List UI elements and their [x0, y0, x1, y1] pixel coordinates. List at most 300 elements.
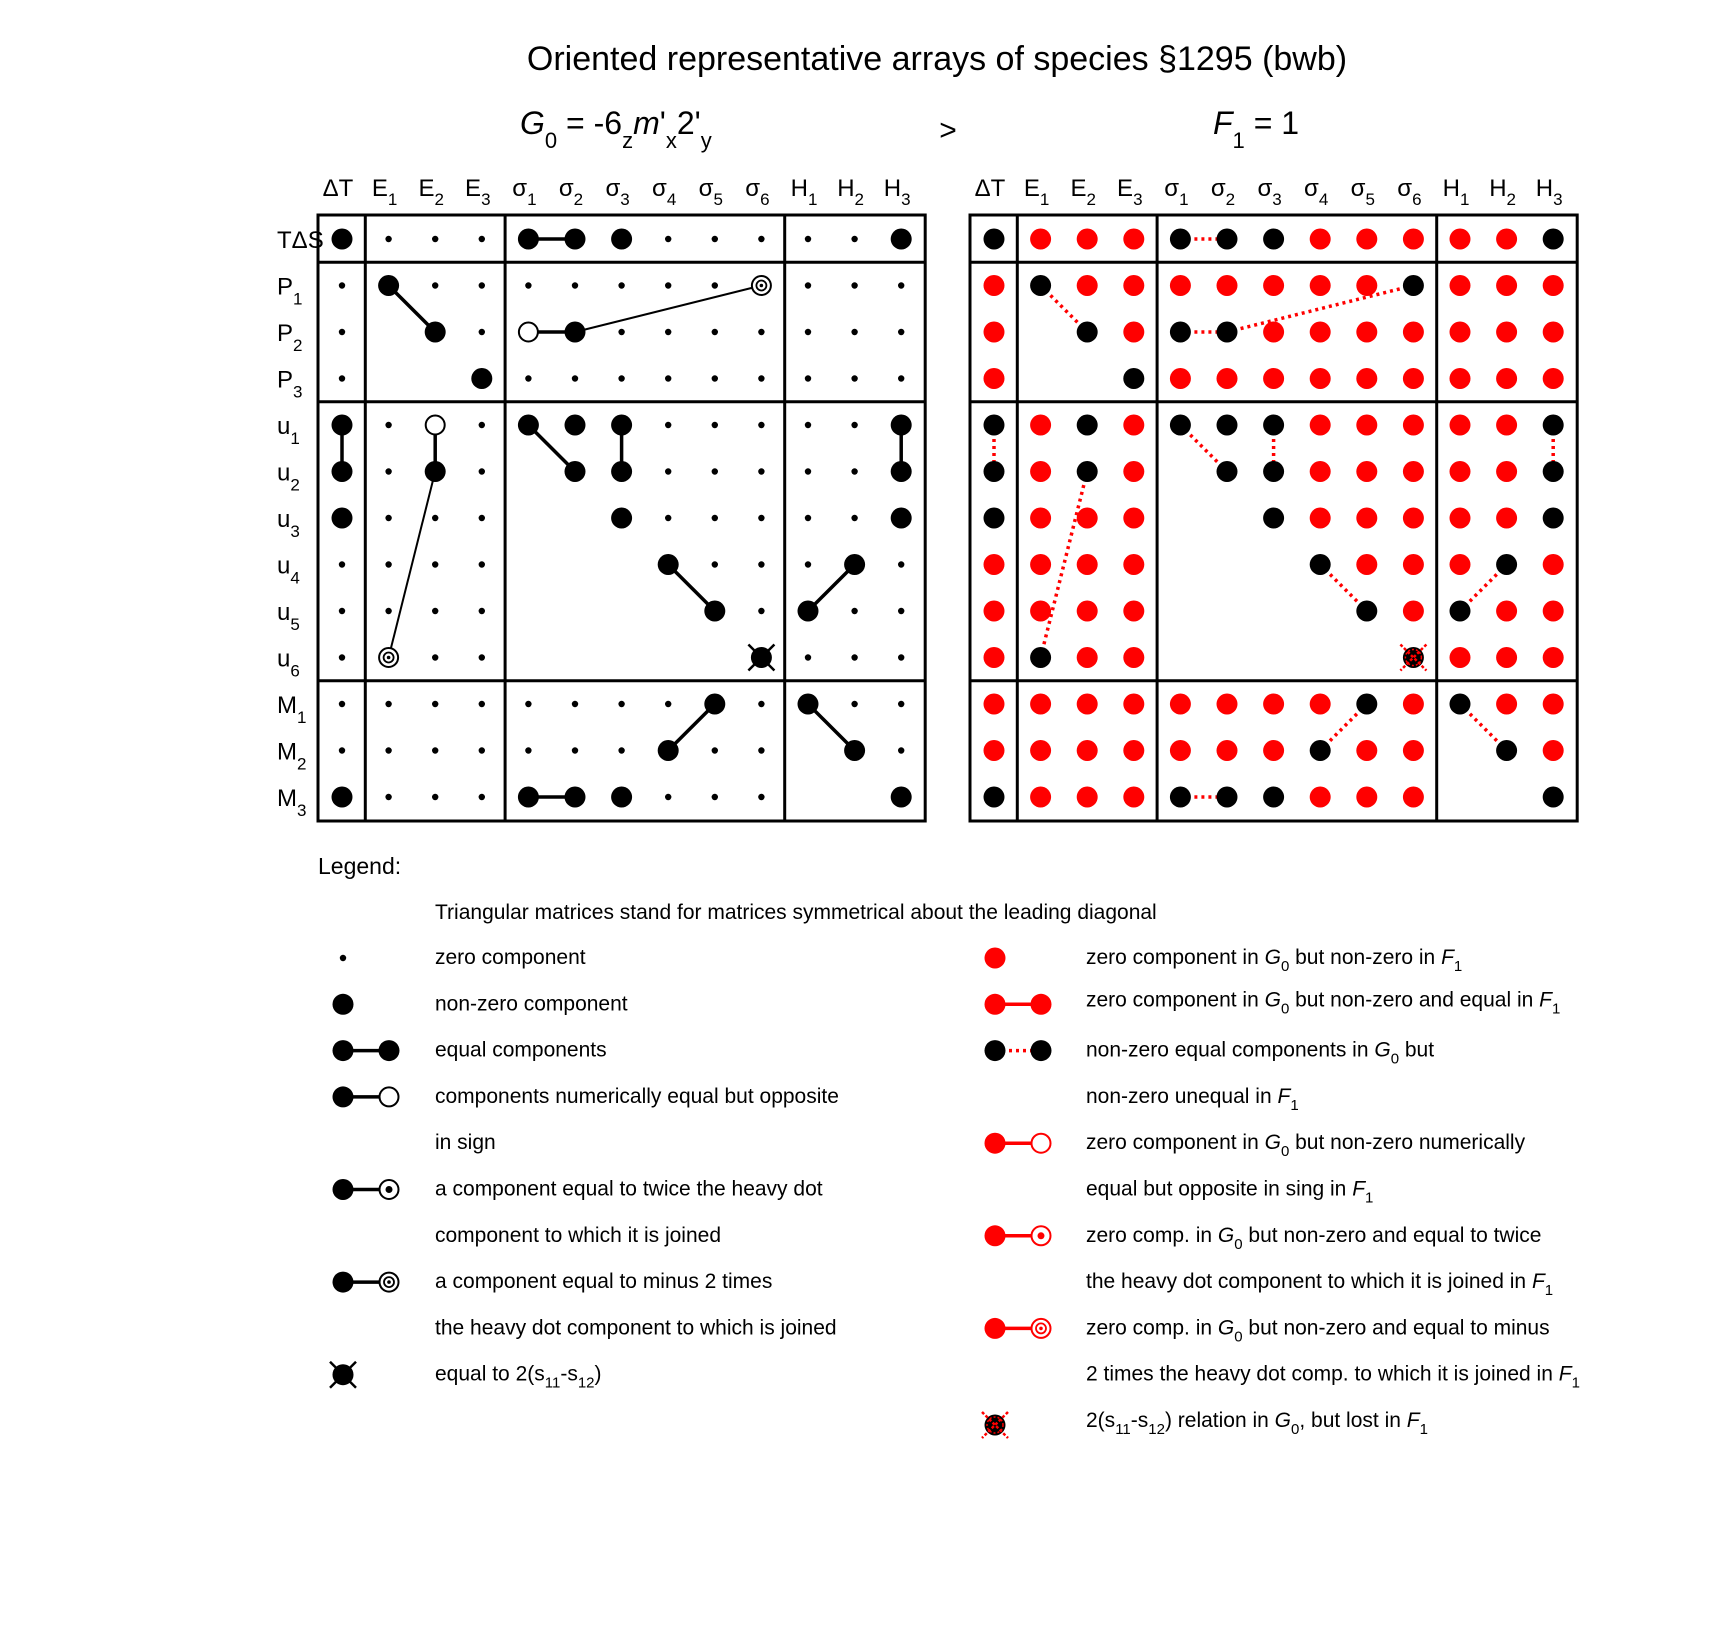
right-matrix-cell-6-9-red [1403, 508, 1424, 529]
row-header-9: $u_6$ [277, 645, 300, 681]
left-matrix-cell-2-0-zero [339, 329, 345, 335]
left-matrix-cell-3-6-zero [618, 375, 624, 381]
left-matrix-cell-2-4-opposite [519, 323, 538, 342]
left-matrix-cell-5-1-zero [385, 468, 391, 474]
legend-symbol-minus2-pair [333, 1272, 399, 1293]
left-matrix-cell-0-5-nonzero [565, 229, 586, 250]
right-matrix-col-header-10: $H_1$ [1442, 175, 1470, 209]
left-matrix-cell-3-11-zero [851, 375, 857, 381]
left-matrix-cell-9-12-zero [898, 654, 904, 660]
right-matrix-cell-8-10-nonzero [1450, 601, 1471, 622]
right-matrix-cell-11-3-red [1123, 740, 1144, 761]
legend-text-dotted-pair-1: non-zero unequal in $F_1$ [1086, 1084, 1299, 1114]
legend-nonzero [333, 1086, 354, 1107]
right-matrix-cell-0-0-nonzero [984, 229, 1005, 250]
left-matrix-cell-1-10-zero [805, 282, 811, 288]
left-matrix-cell-3-10-zero [805, 375, 811, 381]
left-matrix-cell-3-7-zero [665, 375, 671, 381]
right-matrix-cell-4-10-red [1450, 415, 1471, 436]
right-matrix-cell-0-5-nonzero [1217, 229, 1238, 250]
left-matrix-col-header-3: $E_3$ [465, 175, 491, 209]
left-matrix-cell-11-4-zero [525, 747, 531, 753]
right-matrix-cell-7-3-red [1123, 554, 1144, 575]
left-matrix-cell-0-6-nonzero [611, 229, 632, 250]
right-matrix-cell-4-0-nonzero [984, 415, 1005, 436]
left-matrix-cell-3-3-nonzero [471, 368, 492, 389]
right-matrix-cell-4-9-red [1403, 415, 1424, 436]
left-matrix-col-header-9: $\sigma_6$ [745, 175, 770, 209]
right-matrix-col-header-4: $\sigma_1$ [1164, 175, 1189, 209]
right-matrix-cell-9-2-red [1077, 647, 1098, 668]
legend-text-red-twice-1: the heavy dot component to which it is joined in $F_1$ [1086, 1270, 1554, 1300]
left-matrix-cell-0-4-nonzero [518, 229, 539, 250]
legend-text-twice-pair-0: a component equal to twice the heavy dot [435, 1177, 823, 1201]
right-matrix-cell-10-4-red [1170, 694, 1191, 715]
left-matrix-cell-10-11-zero [851, 701, 857, 707]
right-matrix-cell-3-3-nonzero [1123, 368, 1144, 389]
right-matrix [970, 175, 1577, 821]
right-matrix-cell-10-3-red [1123, 694, 1144, 715]
right-matrix-col-header-7: $\sigma_4$ [1304, 175, 1329, 209]
left-matrix-cell-6-10-zero [805, 515, 811, 521]
right-matrix-cell-1-0-red [984, 275, 1005, 296]
left-matrix-cell-6-11-zero [851, 515, 857, 521]
left-matrix-cell-12-3-zero [479, 794, 485, 800]
left-matrix-cell-3-9-zero [758, 375, 764, 381]
legend-symbol-cross-dot [330, 1362, 356, 1388]
legend-nonzero [333, 1179, 354, 1200]
right-matrix-cell-12-5-nonzero [1217, 787, 1238, 808]
right-matrix-cell-4-1-red [1030, 415, 1051, 436]
right-matrix-cell-7-11-nonzero [1496, 554, 1517, 575]
left-matrix-cell-8-10-nonzero [798, 601, 819, 622]
row-header-10: $M_1$ [277, 692, 307, 727]
right-matrix-cell-4-3-red [1123, 415, 1144, 436]
left-matrix-cell-4-0-nonzero [332, 415, 353, 436]
legend-zero [340, 955, 346, 961]
left-matrix-cell-7-9-zero [758, 561, 764, 567]
legend-symbol-red-pair [985, 994, 1052, 1015]
right-matrix-cell-12-6-nonzero [1263, 787, 1284, 808]
left-matrix-cell-5-12-nonzero [891, 461, 912, 482]
row-header-0: TΔS [277, 227, 324, 254]
left-matrix-cell-2-10-zero [805, 329, 811, 335]
right-matrix-cell-12-2-red [1077, 787, 1098, 808]
svg-text:F1 = 1: $F_1 = 1$ [1213, 105, 1300, 153]
left-matrix-cell-8-1-zero [385, 608, 391, 614]
left-matrix-cell-6-2-zero [432, 515, 438, 521]
left-matrix-cell-11-1-zero [385, 747, 391, 753]
left-matrix-cell-1-3-zero [479, 282, 485, 288]
right-matrix-cell-11-8-red [1356, 740, 1377, 761]
left-matrix-cell-5-8-zero [712, 468, 718, 474]
row-header-6: $u_3$ [277, 506, 300, 541]
right-matrix-cell-0-11-red [1496, 229, 1517, 250]
right-matrix-cell-4-2-nonzero [1077, 415, 1098, 436]
left-matrix-cell-3-8-zero [712, 375, 718, 381]
left-matrix-cell-5-6-nonzero [611, 461, 632, 482]
legend-opposite [380, 1087, 399, 1106]
row-header-2: $P_2$ [277, 320, 303, 355]
legend-red [985, 994, 1006, 1015]
right-matrix-col-header-5: $\sigma_2$ [1210, 175, 1236, 209]
right-matrix-cell-11-12-red [1543, 740, 1564, 761]
right-matrix-cell-5-12-nonzero [1543, 461, 1564, 482]
left-matrix-cell-11-0-zero [339, 747, 345, 753]
right-matrix-cell-6-11-red [1496, 508, 1517, 529]
left-matrix-cell-1-0-zero [339, 282, 345, 288]
left-matrix-cell-1-4-zero [525, 282, 531, 288]
left-matrix-cell-10-5-zero [572, 701, 578, 707]
right-matrix-cell-4-5-nonzero [1217, 415, 1238, 436]
left-matrix-col-header-1: $E_1$ [371, 175, 398, 209]
right-matrix-col-header-2: $E_2$ [1070, 175, 1096, 209]
right-matrix-cell-12-7-red [1310, 787, 1331, 808]
right-matrix-cell-5-1-red [1030, 461, 1051, 482]
left-matrix-cell-0-2-zero [432, 236, 438, 242]
right-matrix-cell-6-2-red [1077, 508, 1098, 529]
right-matrix-cell-7-0-red [984, 554, 1005, 575]
right-matrix-cell-11-9-red [1403, 740, 1424, 761]
left-matrix-cell-2-11-zero [851, 329, 857, 335]
left-matrix-col-header-5: $\sigma_2$ [558, 175, 584, 209]
left-matrix-col-header-4: $\sigma_1$ [512, 175, 537, 209]
left-matrix-cell-12-0-nonzero [332, 787, 353, 808]
right-matrix-cell-10-9-red [1403, 694, 1424, 715]
legend-symbol-red-minus2 [985, 1318, 1051, 1339]
right-matrix-cell-12-1-red [1030, 787, 1051, 808]
right-matrix-cell-5-8-red [1356, 461, 1377, 482]
legend-text-red-opposite-1: equal but opposite in sing in $F_1$ [1086, 1177, 1374, 1207]
right-matrix-cell-2-5-nonzero [1217, 322, 1238, 343]
left-matrix-cell-0-7-zero [665, 236, 671, 242]
legend-nonzero [333, 1040, 354, 1061]
left-matrix-cell-8-0-zero [339, 608, 345, 614]
left-matrix-cell-0-11-zero [851, 236, 857, 242]
right-matrix-cell-1-10-red [1450, 275, 1471, 296]
right-matrix-cell-8-0-red [984, 601, 1005, 622]
legend-lost-cross [982, 1412, 1008, 1438]
right-matrix-cell-6-12-nonzero [1543, 508, 1564, 529]
right-matrix-cell-6-7-red [1310, 508, 1331, 529]
svg-text:G0 = -6zm'x2'y: $G_0 = -6_zm'_x2'_y$ [520, 105, 712, 153]
right-matrix-cell-2-11-red [1496, 322, 1517, 343]
left-matrix-cell-9-10-zero [805, 654, 811, 660]
legend-left-column [330, 946, 839, 1392]
right-matrix-col-header-0: ΔT [974, 175, 1006, 202]
left-matrix-col-header-12: $H_3$ [883, 175, 911, 209]
left-matrix-cell-8-8-nonzero [704, 601, 725, 622]
legend-text-opposite-pair-0: components numerically equal but opposite [435, 1084, 839, 1108]
left-matrix-cell-6-9-zero [758, 515, 764, 521]
diagram-title: Oriented representative arrays of species §1295 (bwb) [526, 40, 1348, 78]
left-matrix-cell-12-9-zero [758, 794, 764, 800]
left-matrix-cell-12-6-nonzero [611, 787, 632, 808]
left-matrix-cell-0-0-nonzero [332, 229, 353, 250]
left-matrix-cell-4-1-zero [385, 422, 391, 428]
left-matrix-cell-5-3-zero [479, 468, 485, 474]
left-matrix-cell-2-3-zero [479, 329, 485, 335]
row-header-1: $P_1$ [277, 273, 303, 309]
right-matrix-cell-1-2-red [1077, 275, 1098, 296]
left-matrix-cell-12-5-nonzero [565, 787, 586, 808]
comparator-sign: > [939, 114, 957, 147]
right-matrix-cell-4-4-nonzero [1170, 415, 1191, 436]
left-matrix-cell-11-7-nonzero [658, 740, 679, 761]
left-matrix-col-header-0: ΔT [322, 175, 354, 202]
left-matrix-cell-4-9-zero [758, 422, 764, 428]
right-matrix-cell-2-9-red [1403, 322, 1424, 343]
right-matrix-cell-1-4-red [1170, 275, 1191, 296]
right-matrix-cell-8-8-nonzero [1356, 601, 1377, 622]
right-matrix-cell-9-1-nonzero [1030, 647, 1051, 668]
left-matrix-cell-12-12-nonzero [891, 787, 912, 808]
left-matrix-cell-8-12-zero [898, 608, 904, 614]
left-matrix-cell-8-11-zero [851, 608, 857, 614]
right-matrix-cell-12-3-red [1123, 787, 1144, 808]
left-matrix-cell-10-4-zero [525, 701, 531, 707]
legend-right-column [982, 946, 1580, 1438]
right-matrix-cell-5-7-red [1310, 461, 1331, 482]
right-matrix-col-header-11: $H_2$ [1489, 175, 1517, 209]
right-matrix-cell-9-3-red [1123, 647, 1144, 668]
right-matrix-cell-3-9-red [1403, 368, 1424, 389]
left-matrix-cell-10-10-nonzero [798, 694, 819, 715]
right-matrix-cell-0-4-nonzero [1170, 229, 1191, 250]
right-matrix-col-header-6: $\sigma_3$ [1257, 175, 1282, 209]
right-matrix-col-header-9: $\sigma_6$ [1397, 175, 1422, 209]
legend-nonzero [333, 994, 354, 1015]
right-matrix-cell-5-5-nonzero [1217, 461, 1238, 482]
left-matrix [277, 175, 925, 821]
left-matrix-cell-7-1-zero [385, 561, 391, 567]
right-matrix-cell-9-11-red [1496, 647, 1517, 668]
right-matrix-cell-9-9-lost-cross [1400, 645, 1426, 671]
left-matrix-cell-7-3-zero [479, 561, 485, 567]
left-matrix-cell-5-0-nonzero [332, 461, 353, 482]
right-matrix-cell-2-0-red [984, 322, 1005, 343]
right-matrix-cell-10-5-red [1217, 694, 1238, 715]
left-matrix-link-3 [575, 286, 761, 333]
right-matrix-cell-0-7-red [1310, 229, 1331, 250]
right-matrix-cell-12-12-nonzero [1543, 787, 1564, 808]
left-matrix-col-header-2: $E_2$ [418, 175, 444, 209]
right-matrix-cell-10-8-nonzero [1356, 694, 1377, 715]
left-matrix-cell-10-0-zero [339, 701, 345, 707]
legend-text-cross: equal to $2(s_{11}-s_{12})$ [435, 1362, 602, 1392]
right-matrix-cell-2-12-red [1543, 322, 1564, 343]
left-matrix-cell-6-3-zero [479, 515, 485, 521]
right-matrix-cell-11-1-red [1030, 740, 1051, 761]
left-matrix-col-header-10: $H_1$ [790, 175, 818, 209]
left-matrix-cell-3-5-zero [572, 375, 578, 381]
left-matrix-cell-5-11-zero [851, 468, 857, 474]
legend-symbol-small-dot [340, 955, 346, 961]
right-matrix-cell-5-10-red [1450, 461, 1471, 482]
left-matrix-cell-8-2-zero [432, 608, 438, 614]
left-matrix-cell-10-7-zero [665, 701, 671, 707]
left-matrix-cell-6-6-nonzero [611, 508, 632, 529]
right-matrix-cell-8-1-red [1030, 601, 1051, 622]
left-matrix-cell-7-7-nonzero [658, 554, 679, 575]
legend-symbol-lost-cross [982, 1412, 1008, 1438]
right-matrix-cell-4-8-red [1356, 415, 1377, 436]
left-matrix-cell-6-1-zero [385, 515, 391, 521]
right-matrix-cell-11-7-nonzero [1310, 740, 1331, 761]
legend-nonzero [379, 1040, 400, 1061]
legend-red [985, 1318, 1006, 1339]
legend-text-red-pair-0: zero component in $G_0$ but non-zero and equal in $F_1$ [1086, 988, 1561, 1018]
right-matrix-col-header-1: $E_1$ [1023, 175, 1050, 209]
legend-text-red-minus2-1: 2 times the heavy dot comp. to which it is joined in $F_1$ [1086, 1362, 1580, 1392]
right-matrix-cell-12-0-nonzero [984, 787, 1005, 808]
right-matrix-col-header-8: $\sigma_5$ [1350, 175, 1375, 209]
left-matrix-cell-9-0-zero [339, 654, 345, 660]
right-matrix-cell-7-10-red [1450, 554, 1471, 575]
right-matrix-cell-0-10-red [1450, 229, 1471, 250]
left-matrix-cell-9-2-zero [432, 654, 438, 660]
right-matrix-cell-1-9-nonzero [1403, 275, 1424, 296]
right-matrix-cell-11-11-nonzero [1496, 740, 1517, 761]
left-matrix-cell-5-7-zero [665, 468, 671, 474]
right-matrix-cell-2-8-red [1356, 322, 1377, 343]
legend-cross [330, 1362, 356, 1388]
legend-note: Triangular matrices stand for matrices symmetrical about the leading diagonal [435, 901, 1157, 924]
row-header-5: $u_2$ [277, 459, 300, 495]
legend-text-equal-pair-0: equal components [435, 1038, 607, 1062]
left-matrix-cell-9-1-minus2 [379, 648, 398, 667]
right-matrix-cell-2-7-red [1310, 322, 1331, 343]
left-matrix-cell-12-8-zero [712, 794, 718, 800]
right-matrix-cell-3-7-red [1310, 368, 1331, 389]
legend-symbol-red-twice [985, 1225, 1051, 1246]
left-matrix-cell-1-9-minus2 [752, 276, 771, 295]
legend-red [985, 1225, 1006, 1246]
right-matrix-cell-5-3-red [1123, 461, 1144, 482]
legend-symbol-equal-pair [333, 1040, 400, 1061]
left-matrix-cell-0-1-zero [385, 236, 391, 242]
right-matrix-cell-8-3-red [1123, 601, 1144, 622]
left-matrix-cell-6-0-nonzero [332, 508, 353, 529]
left-matrix-cell-7-10-zero [805, 561, 811, 567]
left-matrix-cell-4-3-zero [479, 422, 485, 428]
right-matrix-cell-7-1-red [1030, 554, 1051, 575]
row-header-3: $P_3$ [277, 366, 303, 402]
right-matrix-cell-3-12-red [1543, 368, 1564, 389]
left-matrix-cell-11-11-nonzero [844, 740, 865, 761]
left-matrix-cell-6-7-zero [665, 515, 671, 521]
right-matrix-cell-3-8-red [1356, 368, 1377, 389]
right-matrix-cell-6-8-red [1356, 508, 1377, 529]
right-matrix-cell-12-4-nonzero [1170, 787, 1191, 808]
right-matrix-cell-1-7-red [1310, 275, 1331, 296]
legend-nonzero [333, 1272, 354, 1293]
legend-text-red-twice-0: zero comp. in $G_0$ but non-zero and equal to twice [1086, 1223, 1542, 1253]
right-matrix-cell-4-12-nonzero [1543, 415, 1564, 436]
row-header-11: $M_2$ [277, 738, 307, 774]
right-matrix-cell-9-10-red [1450, 647, 1471, 668]
right-matrix-cell-9-0-red [984, 647, 1005, 668]
legend-text-lost-cross-0: $2(s_{11}-s_{12})$ relation in $G_0$, but lost in $F_1$ [1086, 1409, 1428, 1438]
left-matrix-cell-3-4-zero [525, 375, 531, 381]
legend-symbol-opposite-pair [333, 1086, 399, 1107]
row-header-4: $u_1$ [277, 413, 300, 448]
right-matrix-cell-10-1-red [1030, 694, 1051, 715]
right-matrix-cell-6-6-nonzero [1263, 508, 1284, 529]
right-matrix-cell-8-2-red [1077, 601, 1098, 622]
right-matrix-cell-2-2-nonzero [1077, 322, 1098, 343]
left-matrix-cell-11-6-zero [618, 747, 624, 753]
right-matrix-cell-10-2-red [1077, 694, 1098, 715]
left-matrix-cell-11-9-zero [758, 747, 764, 753]
right-matrix-cell-10-10-nonzero [1450, 694, 1471, 715]
left-matrix-cell-4-5-nonzero [565, 415, 586, 436]
right-matrix-cell-10-7-red [1310, 694, 1331, 715]
left-matrix-cell-1-1-nonzero [378, 275, 399, 296]
left-matrix-cell-3-12-zero [898, 375, 904, 381]
right-matrix-cell-2-6-red [1263, 322, 1284, 343]
left-matrix-cell-4-10-zero [805, 422, 811, 428]
left-matrix-cell-3-0-zero [339, 375, 345, 381]
left-matrix-cell-7-8-zero [712, 561, 718, 567]
right-matrix-cell-9-12-red [1543, 647, 1564, 668]
left-matrix-cell-4-6-nonzero [611, 415, 632, 436]
right-matrix-cell-5-0-nonzero [984, 461, 1005, 482]
left-matrix-cell-7-0-zero [339, 561, 345, 567]
right-matrix-col-header-3: $E_3$ [1117, 175, 1143, 209]
right-matrix-cell-1-12-red [1543, 275, 1564, 296]
left-matrix-cell-0-12-nonzero [891, 229, 912, 250]
left-matrix-cell-1-12-zero [898, 282, 904, 288]
left-matrix-cell-2-8-zero [712, 329, 718, 335]
left-matrix-cell-10-2-zero [432, 701, 438, 707]
row-header-7: $u_4$ [277, 552, 300, 588]
left-matrix-cell-5-9-zero [758, 468, 764, 474]
left-matrix-cell-8-3-zero [479, 608, 485, 614]
left-matrix-cell-10-9-zero [758, 701, 764, 707]
left-matrix-cell-5-10-zero [805, 468, 811, 474]
right-matrix-cell-1-6-red [1263, 275, 1284, 296]
left-matrix-cell-2-7-zero [665, 329, 671, 335]
right-matrix-cell-10-0-red [984, 694, 1005, 715]
right-matrix-cell-11-6-red [1263, 740, 1284, 761]
left-matrix-cell-8-9-zero [758, 608, 764, 614]
right-matrix-cell-5-6-nonzero [1263, 461, 1284, 482]
legend-heading: Legend: [318, 853, 402, 879]
left-matrix-cell-0-9-zero [758, 236, 764, 242]
right-matrix-cell-3-10-red [1450, 368, 1471, 389]
left-matrix-cell-1-7-zero [665, 282, 671, 288]
left-matrix-cell-9-9-cross [748, 645, 774, 671]
right-matrix-cell-1-11-red [1496, 275, 1517, 296]
left-matrix-cell-10-6-zero [618, 701, 624, 707]
row-header-8: $u_5$ [277, 599, 300, 634]
left-matrix-cell-2-2-nonzero [425, 322, 446, 343]
legend-text-opposite-pair-1: in sign [435, 1131, 496, 1155]
legend-text-minus2-pair-1: the heavy dot component to which is joined [435, 1316, 837, 1340]
right-matrix-cell-4-6-nonzero [1263, 415, 1284, 436]
right-matrix-cell-4-11-red [1496, 415, 1517, 436]
left-matrix-cell-2-12-zero [898, 329, 904, 335]
left-matrix-cell-2-5-nonzero [565, 322, 586, 343]
left-matrix-cell-4-7-zero [665, 422, 671, 428]
right-matrix-cell-3-6-red [1263, 368, 1284, 389]
legend-text-big-dot-0: non-zero component [435, 992, 628, 1016]
left-matrix-cell-2-6-zero [618, 329, 624, 335]
right-matrix-cell-0-9-red [1403, 229, 1424, 250]
right-matrix-cell-11-5-red [1217, 740, 1238, 761]
left-matrix-cell-7-2-zero [432, 561, 438, 567]
